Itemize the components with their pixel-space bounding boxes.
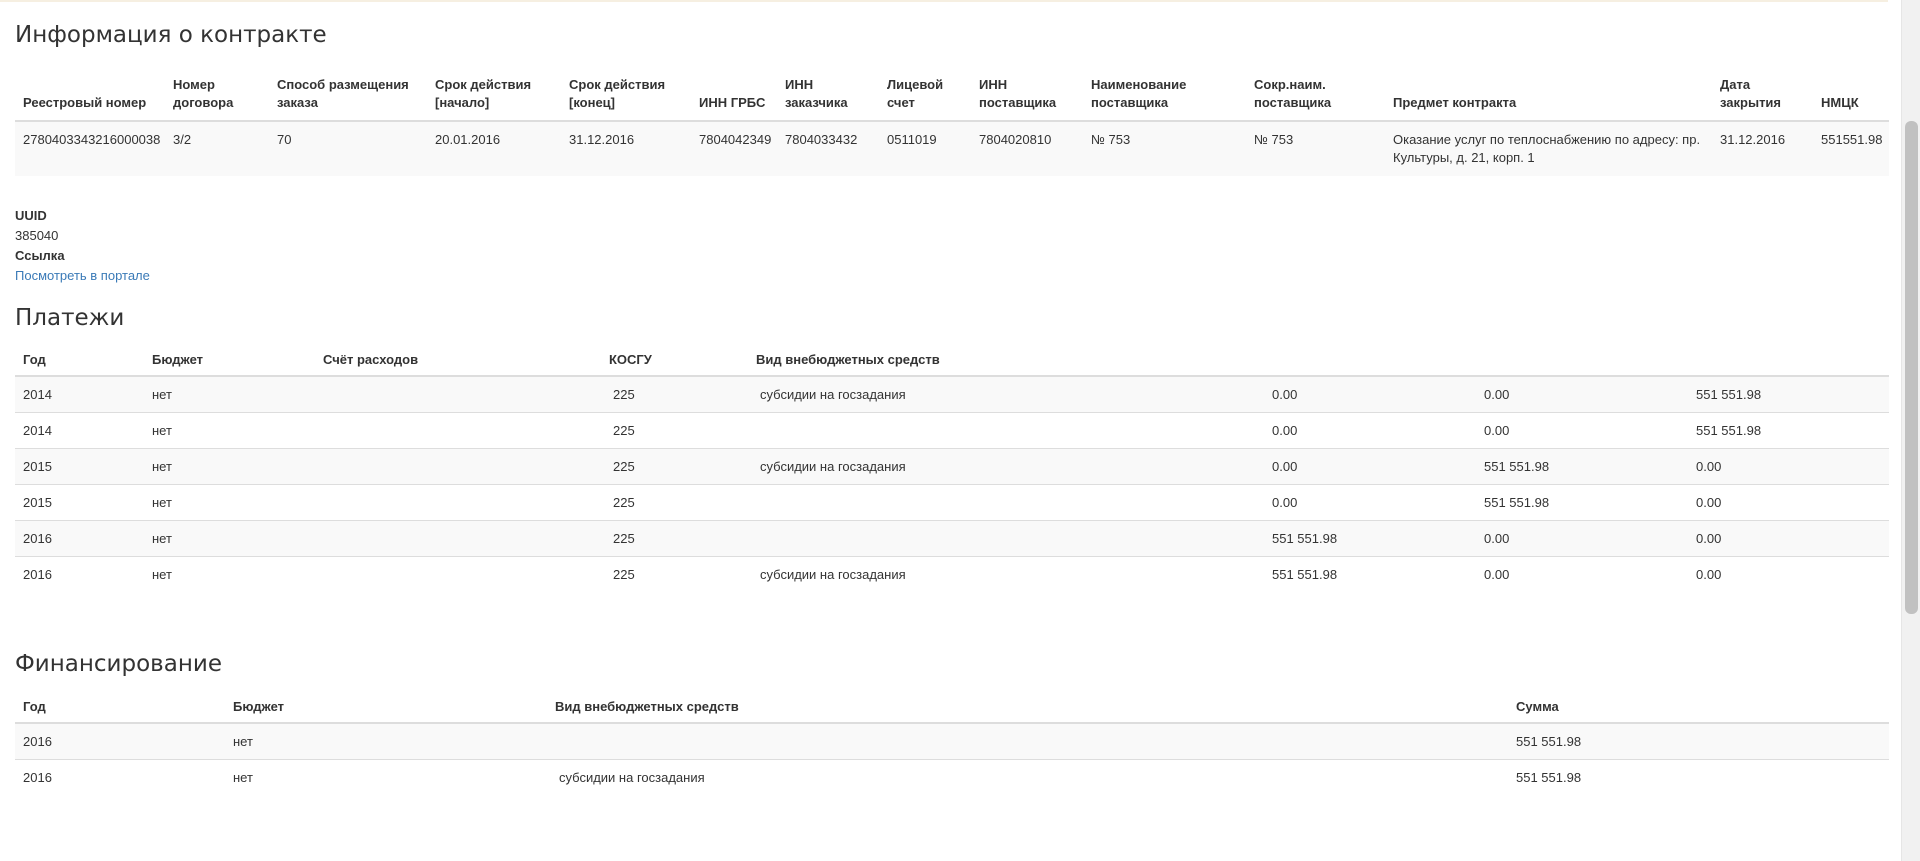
cell-budget: нет <box>144 413 315 449</box>
cell-kosgu: 225 <box>601 521 748 557</box>
financing-table <box>15 690 1889 795</box>
table-row <box>15 760 1889 796</box>
col-header-supplier-short: Сокр.наим. поставщика <box>1246 62 1385 121</box>
cell-supplier-short: № 753 <box>1246 121 1385 176</box>
cell-amount-1: 0.00 <box>1264 485 1476 521</box>
col-header-account: Лицевой счет <box>879 62 971 121</box>
uuid-label: UUID <box>15 208 47 223</box>
cell-amount-1: 0.00 <box>1264 449 1476 485</box>
table-row <box>15 723 1889 760</box>
table-row <box>15 413 1889 449</box>
cell-kosgu: 225 <box>601 557 748 593</box>
col-header-subject: Предмет контракта <box>1385 62 1712 121</box>
cell-amount-2: 0.00 <box>1476 413 1688 449</box>
payments-section-title: Платежи <box>15 305 125 331</box>
cell-amount-3: 0.00 <box>1688 485 1889 521</box>
cell-expense-account <box>315 557 601 593</box>
table-row <box>15 376 1889 413</box>
cell-extrabudget-type <box>748 485 1264 521</box>
cell-year: 2014 <box>15 376 144 413</box>
cell-end-date: 31.12.2016 <box>561 121 691 176</box>
cell-start-date: 20.01.2016 <box>427 121 561 176</box>
col-header-extrabudget-type: Вид внебюджетных средств <box>748 343 1264 376</box>
cell-supplier-name: № 753 <box>1083 121 1246 176</box>
col-header-placement-method: Способ размещения заказа <box>269 62 427 121</box>
cell-year: 2014 <box>15 413 144 449</box>
cell-budget: нет <box>144 521 315 557</box>
cell-year: 2016 <box>15 760 225 796</box>
cell-sum: 551 551.98 <box>1508 760 1889 796</box>
cell-amount-1: 551 551.98 <box>1264 521 1476 557</box>
col-header-extrabudget-type: Вид внебюджетных средств <box>547 690 1508 723</box>
cell-close-date: 31.12.2016 <box>1712 121 1813 176</box>
cell-amount-3: 0.00 <box>1688 449 1889 485</box>
payments-table <box>15 343 1889 592</box>
table-row <box>15 449 1889 485</box>
col-header-supplier-name: Наименование поставщика <box>1083 62 1246 121</box>
col-header-year: Год <box>15 690 225 723</box>
cell-placement-method: 70 <box>269 121 427 176</box>
cell-extrabudget-type <box>748 521 1264 557</box>
table-row <box>15 557 1889 593</box>
cell-amount-1: 0.00 <box>1264 413 1476 449</box>
col-header-amount-3 <box>1688 343 1889 376</box>
cell-amount-3: 551 551.98 <box>1688 413 1889 449</box>
cell-extrabudget-type: субсидии на госзадания <box>748 449 1264 485</box>
cell-budget: нет <box>144 485 315 521</box>
contract-table <box>15 62 1889 176</box>
cell-kosgu: 225 <box>601 376 748 413</box>
col-header-amount-1 <box>1264 343 1476 376</box>
cell-nmck: 551551.98 <box>1813 121 1889 176</box>
cell-year: 2015 <box>15 449 144 485</box>
cell-expense-account <box>315 521 601 557</box>
col-header-end-date: Срок действия [конец] <box>561 62 691 121</box>
col-header-nmck: НМЦК <box>1813 62 1889 121</box>
cell-extrabudget-type <box>748 413 1264 449</box>
uuid-link-block <box>15 206 150 286</box>
cell-amount-2: 0.00 <box>1476 376 1688 413</box>
col-header-sum: Сумма <box>1508 690 1889 723</box>
cell-sum: 551 551.98 <box>1508 723 1889 760</box>
cell-budget: нет <box>144 449 315 485</box>
col-header-start-date: Срок действия [начало] <box>427 62 561 121</box>
cell-inn-grbs: 7804042349 <box>691 121 777 176</box>
col-header-inn-customer: ИНН заказчика <box>777 62 879 121</box>
cell-inn-supplier: 7804020810 <box>971 121 1083 176</box>
view-in-portal-link[interactable]: Посмотреть в портале <box>15 268 150 283</box>
cell-contract-number: 3/2 <box>165 121 269 176</box>
contract-header-row <box>15 62 1889 121</box>
cell-extrabudget-type: субсидии на госзадания <box>748 376 1264 413</box>
cell-amount-2: 551 551.98 <box>1476 449 1688 485</box>
cell-amount-2: 0.00 <box>1476 557 1688 593</box>
cell-inn-customer: 7804033432 <box>777 121 879 176</box>
cell-extrabudget-type: субсидии на госзадания <box>748 557 1264 593</box>
cell-registry-number: 2780403343216000038 <box>15 121 165 176</box>
cell-account: 0511019 <box>879 121 971 176</box>
cell-budget: нет <box>144 557 315 593</box>
col-header-budget: Бюджет <box>225 690 547 723</box>
cell-year: 2016 <box>15 723 225 760</box>
cell-year: 2016 <box>15 521 144 557</box>
cell-amount-2: 551 551.98 <box>1476 485 1688 521</box>
cell-amount-2: 0.00 <box>1476 521 1688 557</box>
contract-section-title: Информация о контракте <box>15 22 327 48</box>
cell-expense-account <box>315 376 601 413</box>
col-header-registry-number: Реестровый номер <box>15 62 165 121</box>
cell-expense-account <box>315 485 601 521</box>
col-header-amount-2 <box>1476 343 1688 376</box>
cell-year: 2016 <box>15 557 144 593</box>
scrollbar-thumb[interactable] <box>1905 121 1918 614</box>
cell-expense-account <box>315 449 601 485</box>
cell-amount-1: 551 551.98 <box>1264 557 1476 593</box>
vertical-scrollbar[interactable] <box>1901 0 1920 861</box>
col-header-year: Год <box>15 343 144 376</box>
col-header-inn-supplier: ИНН поставщика <box>971 62 1083 121</box>
cell-budget: нет <box>225 723 547 760</box>
cell-expense-account <box>315 413 601 449</box>
table-row <box>15 521 1889 557</box>
top-border <box>0 0 1888 2</box>
cell-subject: Оказание услуг по теплоснабжению по адресу: пр. Культуры, д. 21, корп. 1 <box>1385 121 1712 176</box>
uuid-value: 385040 <box>15 228 59 243</box>
cell-budget: нет <box>144 376 315 413</box>
cell-budget: нет <box>225 760 547 796</box>
financing-section-title: Финансирование <box>15 651 222 677</box>
cell-kosgu: 225 <box>601 485 748 521</box>
cell-amount-1: 0.00 <box>1264 376 1476 413</box>
col-header-expense-account: Счёт расходов <box>315 343 601 376</box>
col-header-inn-grbs: ИНН ГРБС <box>691 62 777 121</box>
col-header-kosgu: КОСГУ <box>601 343 748 376</box>
table-row <box>15 485 1889 521</box>
table-row <box>15 121 1889 176</box>
cell-year: 2015 <box>15 485 144 521</box>
cell-amount-3: 551 551.98 <box>1688 376 1889 413</box>
cell-amount-3: 0.00 <box>1688 557 1889 593</box>
cell-extrabudget-type <box>547 723 1508 760</box>
col-header-budget: Бюджет <box>144 343 315 376</box>
col-header-close-date: Дата закрытия <box>1712 62 1813 121</box>
cell-extrabudget-type: субсидии на госзадания <box>547 760 1508 796</box>
cell-kosgu: 225 <box>601 413 748 449</box>
link-label: Ссылка <box>15 248 65 263</box>
payments-header-row <box>15 343 1889 376</box>
financing-header-row <box>15 690 1889 723</box>
col-header-contract-number: Номер договора <box>165 62 269 121</box>
cell-kosgu: 225 <box>601 449 748 485</box>
cell-amount-3: 0.00 <box>1688 521 1889 557</box>
